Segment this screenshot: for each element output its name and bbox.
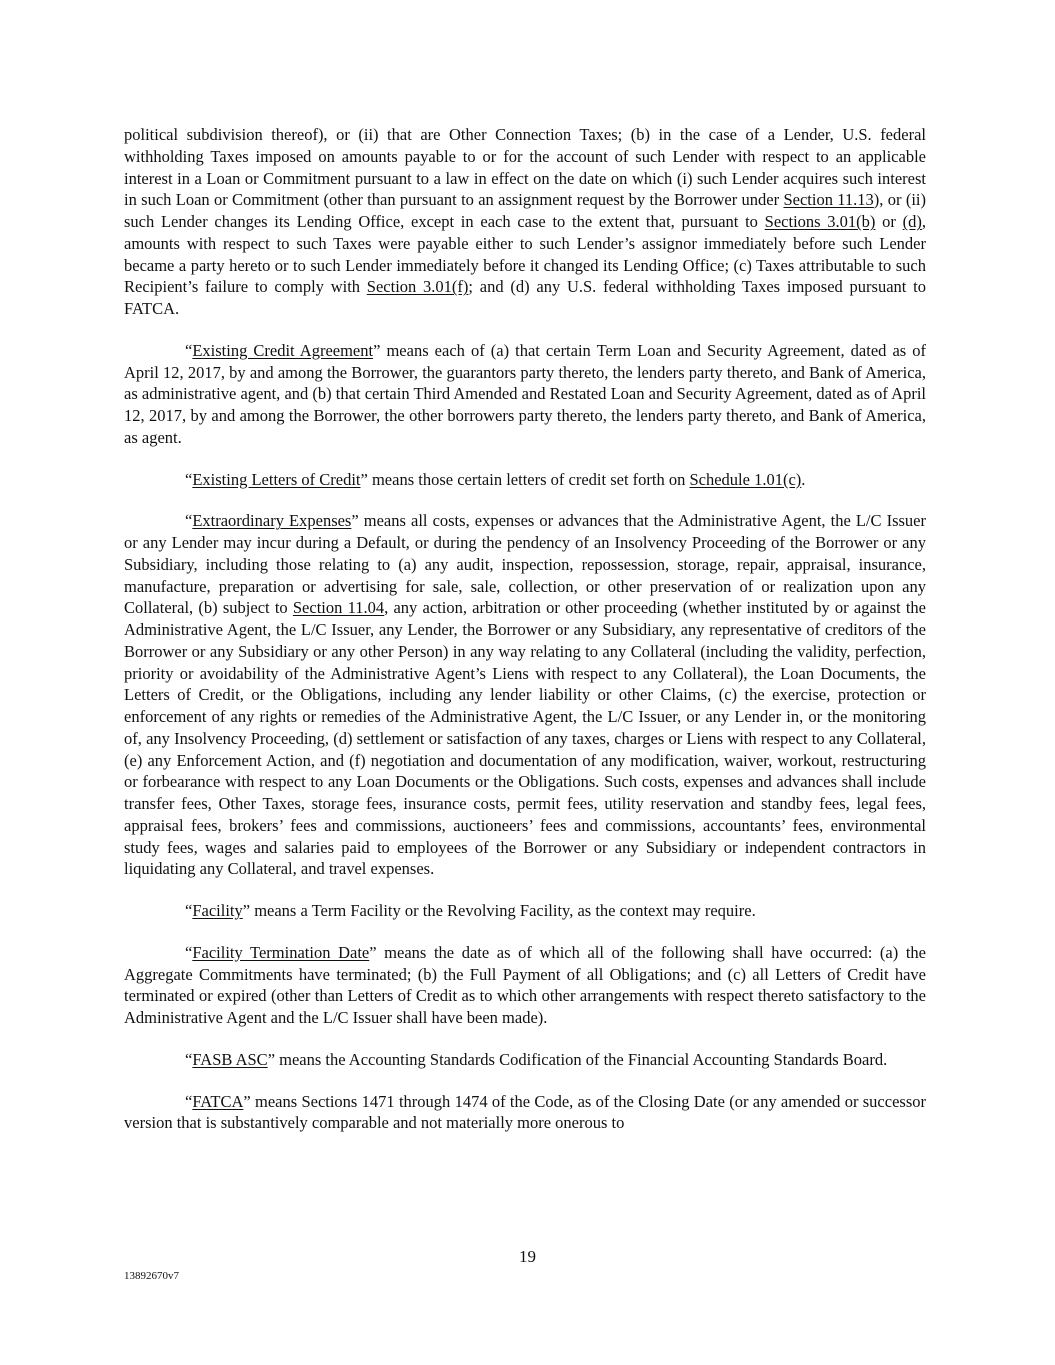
document-page (124, 124, 926, 1154)
text-run: “ (185, 1091, 193, 1111)
defined-term-reference: Existing Credit Agreement (192, 340, 374, 360)
text-run: , any action, arbitration or other proceeding (whether instituted by or against the Administrative Agent, the L/C Issuer, any Lender, the Borrower or any Subsidiary, any representative of creditors of the Borrower or any Subsidiary or any other Person) in any way relating to any Collateral (including the validity, perfection, priority or avoidability of the Administrative Agent’s Liens with respect to any Collateral), the Loan Documents, the Letters of Credit, or the Obligations, including any lender liability or other Claims, (c) the exercise, protection or enforcement of any rights or remedies of the Administrative Agent, the L/C Issuer, or any Lender in, or the monitoring of, any Insolvency Proceeding, (d) settlement or satisfaction of any taxes, charges or Liens with respect to any Collateral, (e) any Enforcement Action, and (f) negotiation and documentation of any modification, waiver, workout, restructuring or forbearance with respect to any Loan Documents or the Obligations. Such costs, expenses and advances shall include transfer fees, Other Taxes, storage fees, insurance costs, permit fees, utility reservation and standby fees, legal fees, appraisal fees, brokers’ fees and commissions, auctioneers’ fees and commissions, accountants’ fees, environmental study fees, wages and salaries paid to employees of the Borrower or any Subsidiary or independent contractors in liquidating any Collateral, and travel expenses. (124, 598, 926, 879)
text-run: ” means those certain letters of credit set forth on (360, 469, 690, 489)
text-run: , amounts with respect to such Taxes were payable either to such Lender’s assignor immediately before such Lender became a party hereto or to such Lender immediately before it changed its Lending Office; (c) Taxes attributable to such Recipient’s failure to comply with (124, 212, 927, 297)
text-run: political subdivision thereof), or (ii) that are Other Connection Taxes; (b) in the case of a Lender, U.S. federal withholding Taxes imposed on amounts payable to or for the account of such Lender with respect to an applicable interest in a Loan or Commitment pursuant to a law in effect on the date on which (i) such Lender acquires such interest in such Loan or Commitment (other than pursuant to an assignment request by the Borrower under (124, 125, 926, 210)
defined-term-reference: (d) (902, 212, 922, 231)
text-run: ” means the Accounting Standards Codification of the Financial Accounting Standards Board. (267, 1049, 888, 1069)
text-run: ” means all costs, expenses or advances that the Administrative Agent, the L/C Issuer or any Lender may incur during a Default, or during the pendency of an Insolvency Proceeding of the Borrower or any Subsidiary, including those relating to (a) any audit, inspection, repossession, storage, repair, appraisal, insurance, manufacture, preparation or advertising for sale, sale, collection, or other preservation of or realization upon any Collateral, (b) subject to (124, 511, 926, 618)
text-run: “ (185, 340, 193, 360)
defined-term-reference: FATCA (192, 1091, 244, 1111)
definition-fatca (124, 1091, 926, 1135)
definition-facility-termination-date (124, 942, 926, 1029)
text-run: ” means a Term Facility or the Revolving Facility, as the context may require. (242, 901, 756, 920)
defined-term-reference: Schedule 1.01(c) (689, 469, 802, 489)
text-run: . (801, 469, 806, 489)
text-run: “ (185, 901, 193, 920)
text-run: “ (185, 469, 193, 489)
text-run: “ (185, 1049, 193, 1069)
defined-term-reference: Sections 3.01(b) (764, 212, 876, 231)
definition-existing-credit-agreement (124, 340, 926, 449)
text-run: ), or (ii) such Lender changes its Lending Office, except in each case to the extent that, pursuant to (124, 190, 926, 231)
definition-existing-letters-of-credit (124, 469, 926, 491)
text-run: ” means the date as of which all of the following shall have occurred: (a) the Aggregate Commitments have terminated; (b) the Full Payment of all Obligations; and (c) all Letters of Credit have terminated or expired (other than Letters of Credit as to which other arrangements with respect thereto satisfactory to the Administrative Agent and the L/C Issuer shall have been made). (124, 942, 927, 1027)
defined-term-reference: Section 11.13 (783, 190, 874, 210)
text-run: “ (185, 942, 193, 962)
page-number: 19 (519, 1247, 536, 1266)
document-id: 13892670v7 (124, 1270, 179, 1282)
defined-term-reference: FASB ASC (192, 1049, 268, 1069)
text-run: ” means Sections 1471 through 1474 of the Code, as of the Closing Date (or any amended or successor version that is substantively comparable and not materially more onerous to (124, 1091, 926, 1133)
defined-term-reference: Section 3.01(f) (366, 277, 469, 297)
text-run: ; and (d) any U.S. federal withholding Taxes imposed pursuant to FATCA. (124, 277, 926, 318)
text-run: ” means each of (a) that certain Term Loan and Security Agreement, dated as of April 12, 2017, by and among the Borrower, the guarantors party thereto, the lenders party thereto, and Bank of America, as administrative agent, and (b) that certain Third Amended and Restated Loan and Security Agreement, dated as of April 12, 2017, by and among the Borrower, the other borrowers party thereto, the lenders party thereto, and Bank of America, as agent. (124, 340, 926, 447)
defined-term-reference: Facility Termination Date (192, 942, 370, 962)
definition-fasb-asc (124, 1049, 926, 1071)
text-run: or (875, 212, 903, 231)
defined-term-reference: Facility (192, 901, 243, 920)
defined-term-reference: Existing Letters of Credit (192, 469, 361, 489)
text-run: “ (185, 511, 193, 531)
definition-extraordinary-expenses (124, 510, 926, 880)
defined-term-reference: Section 11.04 (292, 598, 385, 618)
continuation-paragraph (124, 124, 926, 320)
definition-facility (124, 900, 926, 922)
defined-term-reference: Extraordinary Expenses (192, 511, 352, 531)
